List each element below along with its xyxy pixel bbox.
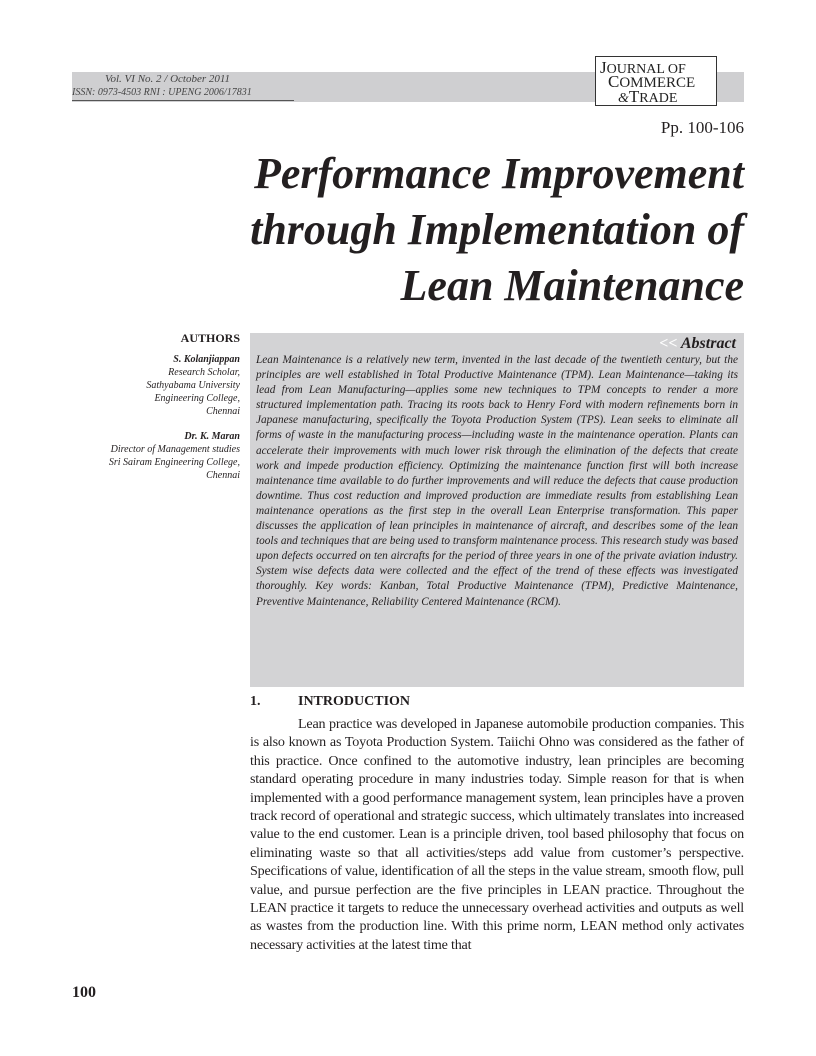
issn-info: ISSN: 0973-4503 RNI : UPENG 2006/17831 [72, 87, 252, 98]
author-affiliation: Research Scholar, [168, 367, 240, 378]
abstract-heading [659, 335, 736, 353]
section-title: INTRODUCTION [298, 694, 411, 709]
page-number: 100 [72, 984, 96, 1001]
header-rule [72, 100, 294, 101]
author-block [72, 353, 240, 418]
section-heading [250, 694, 410, 710]
body-text [250, 715, 744, 954]
body-paragraph: Lean practice was developed in Japanese automobile production companies. This is also known as Toyota Production System. Taiichi Ohno was considered as the father of this practice. Once confined to the automotive industry, lean principles are becoming standard operating procedure in many industries today. Simple reason for that is when implemented with a good performance management system, lean principles have a proven track record of operational and strategic success, which ultimately translates into increased value to the end customer. Lean is a principle driven, tool based philosophy that focus on eliminating waste so that all activities/steps add value from customer’s perspective. Specifications of value, identification of all the steps in the value stream, smooth flow, pull value, and pursue perfection are the five principles in LEAN practice. Throughout the LEAN practice it targets to reduce the unnecessary overhead activities and outputs as well as wastes from the production line. With this prime norm, LEAN method only activates necessary activities at the latest time that [250, 716, 744, 953]
logo-line-1: JOURNAL OF [600, 58, 686, 77]
section-number: 1. [250, 694, 261, 709]
author-affiliation: Chennai [206, 406, 240, 417]
authors-heading: AUTHORS [180, 331, 240, 345]
abstract-heading-label: Abstract [680, 335, 736, 352]
journal-logo [595, 56, 717, 106]
title-line: Performance Improvement [253, 149, 744, 198]
author-affiliation: Chennai [206, 470, 240, 481]
author-affiliation: Sathyabama University [146, 380, 240, 391]
author-affiliation: Director of Management studies [110, 444, 240, 455]
logo-line-2: COMMERCE [608, 72, 696, 91]
paper-title [144, 146, 744, 314]
author-affiliation: Engineering College, [154, 393, 240, 404]
abstract-box [250, 333, 744, 687]
title-line: Lean Maintenance [400, 261, 744, 310]
author-name: Dr. K. Maran [184, 431, 240, 442]
logo-line-3: &TRADE [618, 87, 678, 106]
author-name: S. Kolanjiappan [173, 354, 240, 365]
authors-panel [72, 332, 240, 494]
title-line: through Implementation of [250, 205, 744, 254]
chevron-left-icon: << [659, 335, 678, 352]
author-affiliation: Sri Sairam Engineering College, [108, 457, 240, 468]
page-range: Pp. 100-106 [660, 118, 744, 137]
volume-info: Vol. VI No. 2 / October 2011 [105, 73, 231, 85]
abstract-text: Lean Maintenance is a relatively new term, invented in the last decade of the twentieth century, but the principles are well established in Total Productive Maintenance (TPM). Lean Maintenance—taking its lead from Lean Manufacturing—applies some new techniques to TPM concepts to render a more structured implementation path. Tracing its roots back to Henry Ford with modern refinements born in Japanese manufacturing, specifically the Toyota Production System (TPS). Lean seeks to eliminate all forms of waste in the manufacturing process—including waste in the maintenance operation. Plants can accelerate their improvements with much lower risk through the elimination of the defects that create work and impede production efficiency. Optimizing the maintenance function first will both increase maintenance time available to do further improvements and will reduce the defects that cause production downtime. Thus cost reduction and improved production are immediate results from establishing Lean maintenance operations as the first step in the overall Lean Enterprise transformation. This paper discusses the application of lean principles in maintenance of aircraft, and describes some of the lean tools and techniques that are being used to transform maintenance process. This research study was based upon defects occurred on ten aircrafts for the period of three years in one of the private aviation industry. System wise defects data were collected and the effect of the trend of these effects was investigated thoroughly. Key words: Kanban, Total Productive Maintenance (TPM), Predictive Maintenance, Preventive Maintenance, Reliability Centered Maintenance (RCM). [256, 354, 738, 608]
author-block [72, 430, 240, 482]
